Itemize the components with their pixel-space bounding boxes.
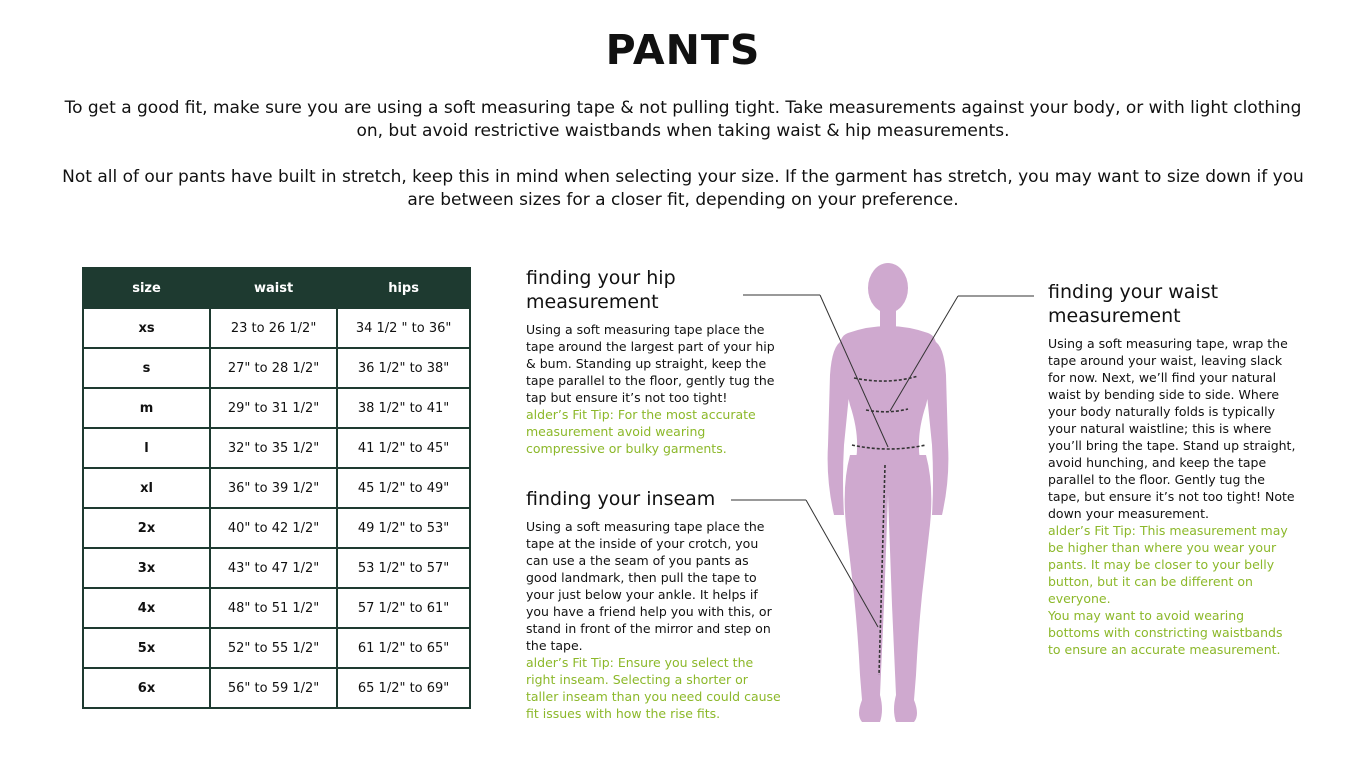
header-size: size xyxy=(83,268,210,308)
hips-cell: 36 1/2" to 38" xyxy=(337,348,470,388)
size-chart-table xyxy=(82,267,471,709)
inseam-body: Using a soft measuring tape place the tape at the inside of your crotch, you can use a the seam of you pants as good landmark, then pull the tape to your just below your ankle. It helps if you have a friend help you with this, or stand in front of the mirror and step on the tape. xyxy=(526,519,772,653)
waist-cell: 52" to 55 1/2" xyxy=(210,628,337,668)
size-cell: m xyxy=(83,388,210,428)
hips-cell: 53 1/2" to 57" xyxy=(337,548,470,588)
header-waist: waist xyxy=(210,268,337,308)
waist-cell: 56" to 59 1/2" xyxy=(210,668,337,708)
body-figure-illustration xyxy=(720,255,1050,735)
table-row xyxy=(83,468,470,508)
waist-cell: 40" to 42 1/2" xyxy=(210,508,337,548)
size-cell: s xyxy=(83,348,210,388)
size-cell: 6x xyxy=(83,668,210,708)
intro-paragraph-1: To get a good fit, make sure you are using a soft measuring tape & not pulling tight. Take measurements against your body, or with light clothing on, but avoid restrictive waistbands when taking waist & hip measurements. xyxy=(64,98,1302,141)
waist-cell: 48" to 51 1/2" xyxy=(210,588,337,628)
table-row xyxy=(83,308,470,348)
header-hips: hips xyxy=(337,268,470,308)
table-row xyxy=(83,548,470,588)
table-row xyxy=(83,428,470,468)
waist-cell: 43" to 47 1/2" xyxy=(210,548,337,588)
waist-cell: 23 to 26 1/2" xyxy=(210,308,337,348)
intro-paragraph-2: Not all of our pants have built in stretch, keep this in mind when selecting your size. If the garment has stretch, you may want to size down if you are between sizes for a closer fit, depending on your preference. xyxy=(62,167,1304,210)
hips-cell: 61 1/2" to 65" xyxy=(337,628,470,668)
table-row xyxy=(83,508,470,548)
hips-cell: 65 1/2" to 69" xyxy=(337,668,470,708)
table-row xyxy=(83,588,470,628)
waist-cell: 36" to 39 1/2" xyxy=(210,468,337,508)
waist-body: Using a soft measuring tape, wrap the tape around your waist, leaving slack for now. Next, we’ll find your natural waist by bending side to side. Where your body naturally folds is typically your natural waistline; this is where you’ll bring the tape. Stand up straight, avoid hunching, and keep the tape parallel to the floor. Gently tug the tape, but ensure it’s not too tight! Note down your measurement. xyxy=(1048,336,1296,521)
waist-cell: 27" to 28 1/2" xyxy=(210,348,337,388)
hips-cell: 45 1/2" to 49" xyxy=(337,468,470,508)
table-header-row xyxy=(83,268,470,308)
hips-cell: 57 1/2" to 61" xyxy=(337,588,470,628)
page-title: PANTS xyxy=(605,26,761,74)
size-cell: 4x xyxy=(83,588,210,628)
inseam-fit-tip: alder’s Fit Tip: Ensure you select the right inseam. Selecting a shorter or taller inseam than you need could cause fit issues with how the rise fits. xyxy=(526,655,781,721)
waist-heading: finding your waist measurement xyxy=(1048,281,1219,327)
hip-body: Using a soft measuring tape place the tape around the largest part of your hip & bum. Standing up straight, keep the tape parallel to the floor, gently tug the tap but ensure it’s not too tight! xyxy=(526,322,775,405)
table-row xyxy=(83,348,470,388)
table-row xyxy=(83,668,470,708)
inseam-heading: finding your inseam xyxy=(526,488,716,510)
size-cell: 2x xyxy=(83,508,210,548)
waist-cell: 29" to 31 1/2" xyxy=(210,388,337,428)
body-silhouette xyxy=(828,263,949,722)
waist-cell: 32" to 35 1/2" xyxy=(210,428,337,468)
table-row xyxy=(83,388,470,428)
hip-heading: finding your hip measurement xyxy=(526,267,676,313)
hip-fit-tip: alder’s Fit Tip: For the most accurate measurement avoid wearing compressive or bulky garments. xyxy=(526,407,756,456)
size-cell: 3x xyxy=(83,548,210,588)
size-cell: 5x xyxy=(83,628,210,668)
hips-cell: 41 1/2" to 45" xyxy=(337,428,470,468)
hips-cell: 34 1/2 " to 36" xyxy=(337,308,470,348)
size-cell: l xyxy=(83,428,210,468)
size-cell: xs xyxy=(83,308,210,348)
table-row xyxy=(83,628,470,668)
waist-measurement-section xyxy=(1048,280,1298,658)
hips-cell: 38 1/2" to 41" xyxy=(337,388,470,428)
hips-cell: 49 1/2" to 53" xyxy=(337,508,470,548)
waist-fit-tip-2: You may want to avoid wearing bottoms with constricting waistbands to ensure an accurate measurement. xyxy=(1048,608,1283,657)
waist-fit-tip: alder’s Fit Tip: This measurement may be higher than where you wear your pants. It may be closer to your belly button, but it can be different on everyone. xyxy=(1048,523,1288,606)
size-cell: xl xyxy=(83,468,210,508)
